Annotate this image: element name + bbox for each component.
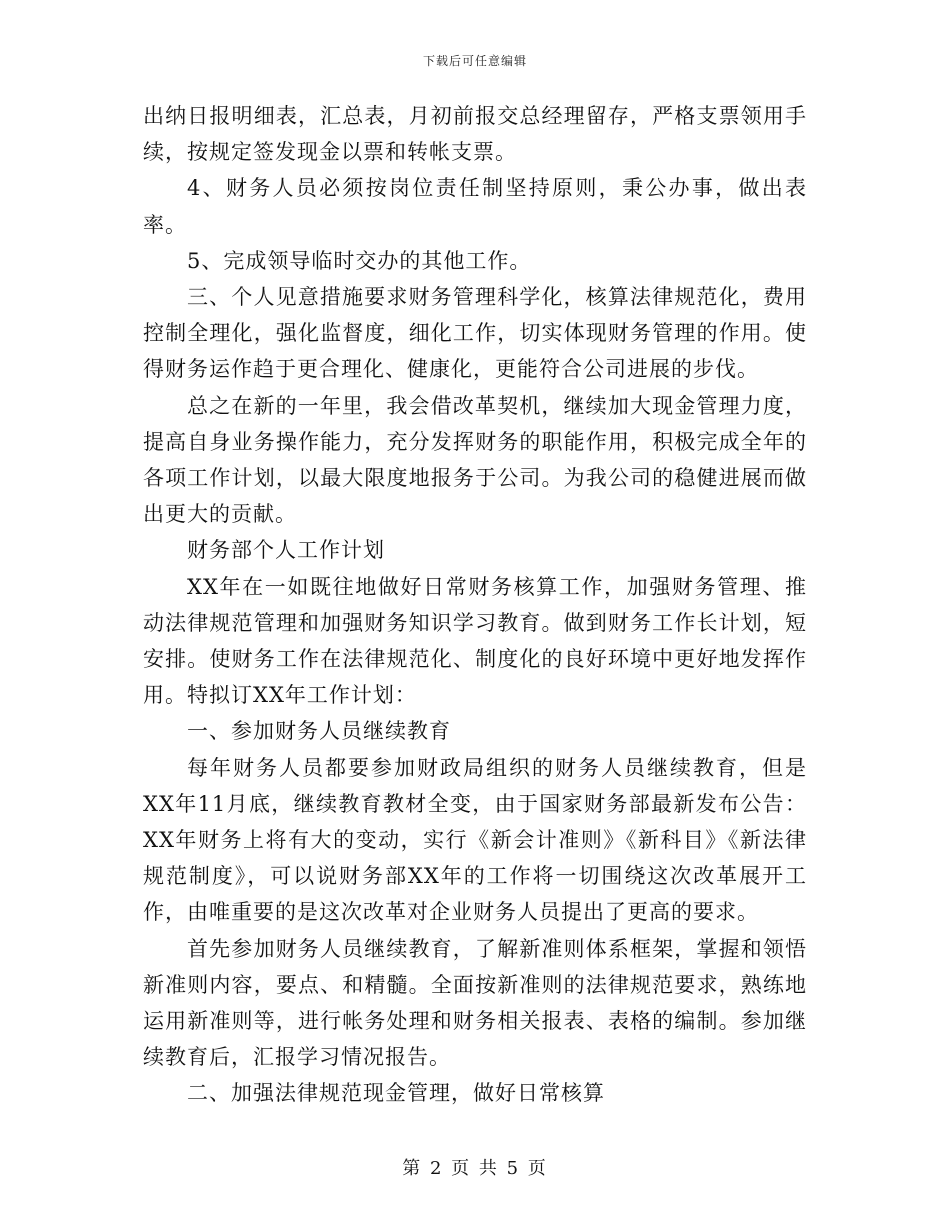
paragraph-3: 5、完成领导临时交办的其他工作。 [187,248,532,273]
paragraph-5: 总之在新的一年里，我会借改革契机，继续加大现金管理力度，提高自身业务操作能力，充分发挥财务的职能作用，积极完成全年的各项工作计划，以最大限度地报务于公司。为我公司的稳健进展而做出更大的贡献。 [143,393,807,527]
paragraph-9: 每年财务人员都要参加财政局组织的财务人员继续教育，但是XX年11月底，继续教育教材全变，由于国家财务部最新发布公告：XX年财务上将有大的变动，实行《新会计准则》《新科目》《新法律规范制度》，可以说财务部XX年的工作将一切围绕这次改革展开工作，由唯重要的是这次改革对企业财务人员提出了更高的要求。 [143,755,807,925]
heading-2: 二、加强法律规范现金管理，做好日常核算 [187,1081,605,1106]
paragraph-1: 出纳日报明细表，汇总表，月初前报交总经理留存，严格支票领用手续，按规定签发现金以票和转帐支票。 [143,104,807,165]
page-header-note: 下载后可任意编辑 [422,54,527,68]
paragraph-7: XX年在一如既往地做好日常财务核算工作，加强财务管理、推动法律规范管理和加强财务知识学习教育。做到财务工作长计划，短安排。使财务工作在法律规范化、制度化的良好环境中更好地发挥作用。特拟订XX年工作计划： [143,574,807,708]
heading-1: 一、参加财务人员继续教育 [187,719,451,744]
page-number: 第 2 页 共 5 页 [402,1158,548,1179]
section-title: 财务部个人工作计划 [187,538,385,563]
paragraph-4: 三、个人见意措施要求财务管理科学化，核算法律规范化，费用控制全理化，强化监督度，细化工作，切实体现财务管理的作用。使得财务运作趋于更合理化、健康化，更能符合公司进展的步伐。 [143,285,807,382]
paragraph-10: 首先参加财务人员继续教育，了解新准则体系框架，掌握和领悟新准则内容，要点、和精髓。全面按新准则的法律规范要求，熟练地运用新准则等，进行帐务处理和财务相关报表、表格的编制。参加继续教育后，汇报学习情况报告。 [143,936,807,1070]
paragraph-2: 4、财务人员必须按岗位责任制坚持原则，秉公办事，做出表率。 [143,176,807,237]
document-body [143,98,807,1112]
